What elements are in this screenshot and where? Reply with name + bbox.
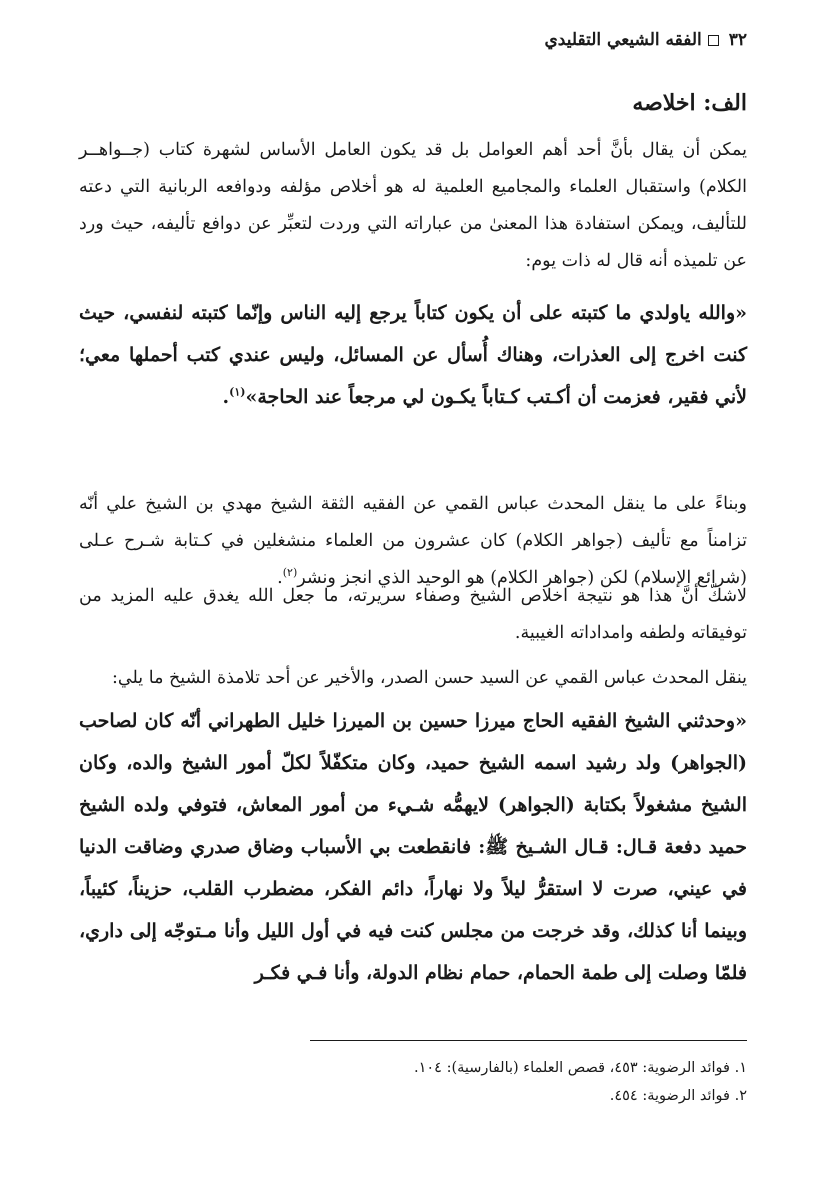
footnote-2: ٢. فوائد الرضوية: ٤٥٤. bbox=[609, 1088, 747, 1104]
page-number: ٣٢ bbox=[728, 30, 747, 50]
paragraph-4: ينقل المحدث عباس القمي عن السيد حسن الصدر، والأخير عن أحد تلامذة الشيخ ما يلي: bbox=[112, 668, 747, 688]
quote-1 bbox=[79, 292, 747, 418]
square-separator-icon bbox=[708, 35, 719, 46]
paragraph-1: يمكن أن يقال بأنَّ أحد أهم العوامل بل قد يكون العامل الأساس لشهرة كتاب (جــواهــر الكلام) واستقبال العلماء والمجاميع العلمية له هو أخلاص مؤلفه ودوافعه الربانية التي دعته للتأليف، ويمكن استفادة هذا المعنىٰ من عباراته التي وردت لتعبِّر عن دوافع تأليفه، حيث ورد عن تلميذه أنه قال له ذات يوم: bbox=[79, 140, 747, 271]
paragraph-3: لاشكّ أنَّ هذا هو نتيجة اخلاص الشيخ وصفاء سريرته، ما جعل الله يغدق عليه المزيد من توفيقاته ولطفه وامداداته الغيبية. bbox=[79, 586, 747, 643]
quote-1-end: . bbox=[222, 386, 230, 408]
paragraph-2-end: . bbox=[277, 568, 283, 588]
section-title: الف: اخلاصه bbox=[632, 90, 747, 116]
quote-2: «وحدثني الشيخ الفقيه الحاج ميرزا حسين بن الميرزا خليل الطهراني أنّه كان لصاحب (الجواهر) ولد رشيد اسمه الشيخ حميد، وكان متكفّلاً لكلّ أمور الشيخ والده، وكان الشيخ مشغولاً بكتابة (الجواهر) لايهمُّه شـيء من أمور المعاش، فتوفي ولده الشيخ حميد دفعة قـال: قـال الشـيخ ﷺ: فانقطعت بي الأسباب وضاق صدري وضاقت الدنيا في عيني، صرت لا استقرُّ ليلاً ولا نهاراً، دائم الفكر، مضطرب القلب، حزيناً، كئيباً، وبينما أنا كذلك، وقد خرجت من مجلس كنت فيه في أول الليل وأنا مـتوجّه إلى داري، فلمّا وصلت إلى طمة الحمام، حمام نظام الدولة، وأنا فـي فكـر bbox=[79, 710, 747, 984]
footnotes bbox=[79, 1054, 747, 1110]
book-title: الفقه الشيعي التقليدي bbox=[544, 30, 702, 50]
footnote-1: ١. فوائد الرضوية: ٤٥٣، قصص العلماء (بالفارسية): ١٠٤. bbox=[413, 1060, 747, 1076]
quote-1-text: «والله ياولدي ما كتبته على أن يكون كتاباً يرجع إليه الناس وإنّما كتبته لنفسي، حيث كنت اخرج إلى العذرات، وهناك أُسأل عن المسائل، وليس عندي كتب أحملها معي؛ لأني فقير، فعزمت أن أكـتب كـتاباً يكـون لي مرجعاً عند الحاجة» bbox=[79, 302, 747, 408]
running-header bbox=[80, 30, 747, 60]
footnote-ref-2[interactable]: (٢) bbox=[282, 566, 298, 580]
footnote-ref-1[interactable]: (١) bbox=[229, 385, 246, 399]
footnote-divider bbox=[310, 1040, 747, 1041]
paragraph-2-text: وبناءً على ما ينقل المحدث عباس القمي عن الفقيه الثقة الشيخ مهدي بن الشيخ علي أنّه تزامناً مع تأليف (جواهر الكلام) كان عشرون من العلماء منشغلين في كـتابة شـرح عـلى (شرائع الإسلام) لكن (جواهر الكلام) هو الوحيد الذي انجز ونشر bbox=[79, 494, 747, 588]
